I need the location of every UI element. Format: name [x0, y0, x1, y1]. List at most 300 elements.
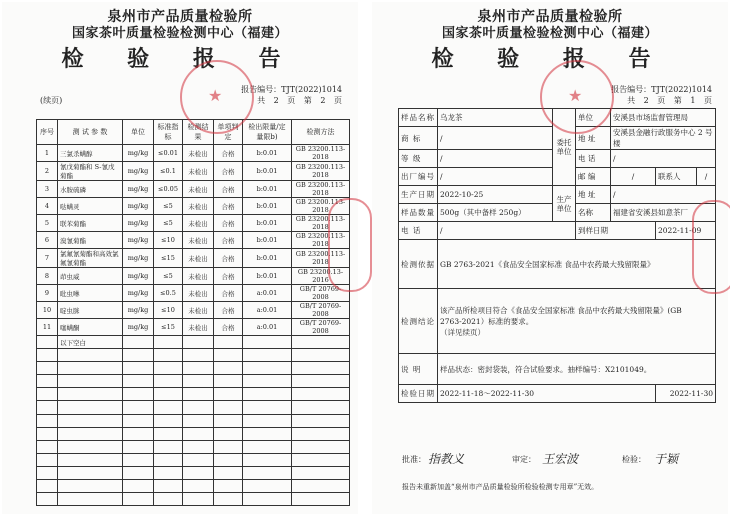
label-brand: 商 标 [399, 127, 438, 150]
table-cell [183, 440, 214, 453]
table-cell: mg/kg [123, 249, 154, 268]
table-cell: GB 23200.113-2018 [292, 232, 350, 249]
col-header: 检测方法 [292, 120, 350, 145]
label-grade: 等 级 [399, 150, 438, 168]
table-cell [292, 466, 350, 479]
table-cell [183, 349, 214, 362]
table-cell: 溴氰菊酯 [58, 232, 123, 249]
value-sample-name: 乌龙茶 [438, 109, 553, 127]
table-cell [292, 493, 350, 506]
table-cell: 氰戊菊酯和 S-氰戊菊酯 [58, 162, 123, 181]
table-cell [154, 401, 183, 414]
label-test-date: 检验日期 [399, 385, 438, 403]
table-cell: 未检出 [183, 249, 214, 268]
table-cell [58, 414, 123, 427]
label-postcode: 邮 编 [576, 168, 611, 186]
table-cell: a:0.01 [243, 302, 292, 319]
table-cell: 合格 [214, 249, 243, 268]
table-cell [123, 427, 154, 440]
table-cell [37, 388, 58, 401]
table-cell: 未检出 [183, 319, 214, 336]
info-row [399, 240, 716, 289]
review-label: 审定： [512, 455, 536, 464]
perforation-seal [692, 200, 730, 294]
table-cell [123, 453, 154, 466]
org-name-line1: 泉州市产品质量检验所 [107, 9, 253, 25]
continued-label: (续页) [40, 96, 63, 105]
col-header: 标准指标 [154, 120, 183, 145]
table-cell: mg/kg [123, 232, 154, 249]
value-conclusion [438, 289, 716, 354]
test-signature: 于颖 [654, 452, 679, 466]
label-producer-phone: 电 话 [399, 222, 438, 240]
table-cell [58, 493, 123, 506]
value-remarks: 样品状态：密封袋装，符合试验要求。抽样编号：X2101049。 [438, 354, 716, 385]
table-cell: ≤5 [154, 268, 183, 285]
table-cell [183, 375, 214, 388]
label-unit: 单位 [576, 109, 611, 127]
table-row [37, 493, 350, 506]
label-phone: 电 话 [576, 150, 611, 168]
label-lot-no: 出厂编号 [399, 168, 438, 186]
table-cell: a:0.01 [243, 285, 292, 302]
table-cell: 9 [37, 285, 58, 302]
table-cell [37, 375, 58, 388]
label-remarks: 说 明 [399, 354, 438, 385]
table-cell [183, 480, 214, 493]
table-cell [58, 466, 123, 479]
table-row [37, 362, 350, 375]
table-cell: a:0.01 [243, 319, 292, 336]
value-test-date: 2022-11-18～2022-11-30 [438, 385, 656, 403]
seal-star-icon: ★ [208, 86, 223, 105]
table-cell [214, 493, 243, 506]
table-cell [154, 480, 183, 493]
table-cell: ≤15 [154, 249, 183, 268]
table-cell: mg/kg [123, 198, 154, 215]
value-postcode: / [611, 168, 656, 186]
table-cell [154, 349, 183, 362]
table-cell: GB/T 20769-2008 [292, 285, 350, 302]
table-cell [243, 362, 292, 375]
table-row [37, 349, 350, 362]
table-cell: mg/kg [123, 145, 154, 162]
table-cell [243, 480, 292, 493]
table-cell: mg/kg [123, 162, 154, 181]
table-cell [292, 336, 350, 349]
value-phone: / [611, 150, 716, 168]
table-cell: 未检出 [183, 198, 214, 215]
seal-star-icon: ★ [568, 86, 583, 105]
table-cell [243, 414, 292, 427]
table-cell [214, 375, 243, 388]
table-cell: mg/kg [123, 302, 154, 319]
table-cell [292, 453, 350, 466]
table-cell: 7 [37, 249, 58, 268]
table-cell [123, 401, 154, 414]
table-cell [123, 440, 154, 453]
table-row [37, 336, 350, 349]
table-cell: 合格 [214, 319, 243, 336]
table-cell [183, 414, 214, 427]
info-row [399, 186, 716, 204]
value-prod-date: 2022-10-25 [438, 186, 553, 204]
table-cell [214, 349, 243, 362]
table-cell [243, 453, 292, 466]
table-cell [214, 388, 243, 401]
table-cell: 合格 [214, 162, 243, 181]
table-row [37, 401, 350, 414]
table-cell: ≤0.1 [154, 162, 183, 181]
table-cell [154, 375, 183, 388]
table-row [37, 249, 350, 268]
table-row [37, 453, 350, 466]
table-row [37, 375, 350, 388]
table-row [37, 232, 350, 249]
table-cell: 联苯菊酯 [58, 215, 123, 232]
table-row [37, 480, 350, 493]
table-cell [214, 480, 243, 493]
col-header: 单项判定 [214, 120, 243, 145]
value-address: 安溪县金融行政服务中心 2 号楼 [611, 127, 716, 150]
table-row [37, 215, 350, 232]
value-brand: / [438, 127, 553, 150]
table-cell: b:0.01 [243, 181, 292, 198]
table-cell: 以下空白 [58, 336, 123, 349]
table-cell [214, 362, 243, 375]
label-address: 地 址 [576, 127, 611, 150]
table-cell: b:0.01 [243, 162, 292, 181]
table-cell: 未检出 [183, 215, 214, 232]
value-client: 安溪县市场监督管理局 [611, 109, 716, 127]
label-producer-address: 地 址 [576, 186, 611, 204]
table-cell [123, 349, 154, 362]
table-cell [292, 427, 350, 440]
table-cell: 噻螨酮 [58, 319, 123, 336]
table-cell: 哒螨灵 [58, 198, 123, 215]
table-cell [243, 401, 292, 414]
table-cell: 合格 [214, 232, 243, 249]
table-cell [154, 493, 183, 506]
table-cell: 合格 [214, 145, 243, 162]
table-cell: 2 [37, 162, 58, 181]
table-cell: 4 [37, 198, 58, 215]
table-cell [154, 453, 183, 466]
table-cell [183, 466, 214, 479]
table-cell [154, 362, 183, 375]
table-cell [214, 336, 243, 349]
table-cell [58, 388, 123, 401]
col-header: 检测结果 [183, 120, 214, 145]
label-client: 委托单位 [553, 109, 576, 186]
table-row [37, 302, 350, 319]
table-cell: GB 23200.113-2018 [292, 145, 350, 162]
table-row [37, 145, 350, 162]
table-cell [243, 388, 292, 401]
table-cell: GB/T 20769-2008 [292, 319, 350, 336]
table-cell: 未检出 [183, 232, 214, 249]
table-cell: b:0.01 [243, 268, 292, 285]
table-row [37, 285, 350, 302]
table-cell [214, 414, 243, 427]
table-cell [183, 493, 214, 506]
table-cell [37, 440, 58, 453]
table-cell [183, 427, 214, 440]
value-sample-qty: 500g（其中备样 250g） [438, 204, 553, 222]
table-cell [123, 414, 154, 427]
official-seal [180, 60, 254, 134]
table-cell [37, 336, 58, 349]
table-cell: 未检出 [183, 285, 214, 302]
table-cell: ≤0.01 [154, 145, 183, 162]
table-cell: 合格 [214, 285, 243, 302]
sample-info-table [398, 108, 716, 403]
table-cell: 合格 [214, 181, 243, 198]
table-row [37, 268, 350, 285]
org-name-line2: 国家茶叶质量检验检测中心（福建） [71, 26, 288, 41]
table-cell: GB 23200.113-2018 [292, 198, 350, 215]
label-name: 名称 [576, 204, 611, 222]
table-row [37, 466, 350, 479]
table-cell [183, 388, 214, 401]
table-cell [154, 440, 183, 453]
label-producer: 生产单位 [553, 186, 576, 222]
value-lot-no: / [438, 168, 553, 186]
table-cell: 3 [37, 181, 58, 198]
table-cell: 未检出 [183, 181, 214, 198]
table-cell: mg/kg [123, 285, 154, 302]
table-cell: 合格 [214, 215, 243, 232]
table-cell: GB 23200.113-2018 [292, 162, 350, 181]
table-cell [58, 349, 123, 362]
table-cell [58, 427, 123, 440]
table-cell [37, 480, 58, 493]
table-cell [37, 466, 58, 479]
table-cell [123, 362, 154, 375]
table-row [37, 319, 350, 336]
table-cell [214, 440, 243, 453]
table-cell: mg/kg [123, 319, 154, 336]
table-cell: 未检出 [183, 162, 214, 181]
table-cell [292, 375, 350, 388]
table-cell: ≤0.5 [154, 285, 183, 302]
table-cell [58, 440, 123, 453]
table-cell [123, 375, 154, 388]
org-name-line2: 国家茶叶质量检验检测中心（福建） [441, 26, 658, 41]
table-cell: 11 [37, 319, 58, 336]
approve-signature: 指教义 [428, 452, 465, 466]
conclusion-line: 该产品所检项目符合《食品安全国家标准 食品中农药最大残留限量》(GB [440, 305, 682, 315]
report-page-1 [372, 2, 728, 514]
table-cell: ≤0.05 [154, 181, 183, 198]
table-row [37, 414, 350, 427]
document-title: 检 验 报 告 [61, 46, 299, 72]
table-cell: ≤10 [154, 232, 183, 249]
table-cell [123, 480, 154, 493]
label-test-basis: 检测依据 [399, 240, 438, 289]
table-cell: ≤10 [154, 302, 183, 319]
table-cell [123, 388, 154, 401]
table-cell: 水胺硫磷 [58, 181, 123, 198]
table-row [37, 427, 350, 440]
table-cell [123, 466, 154, 479]
label-sample-name: 样品名称 [399, 109, 438, 127]
table-cell [37, 414, 58, 427]
table-cell [58, 375, 123, 388]
report-number: 报告编号：TJT(2022)1014 [611, 85, 712, 94]
table-row [37, 162, 350, 181]
table-cell: ≤5 [154, 215, 183, 232]
review-signature: 王宏波 [542, 452, 579, 466]
table-cell: ≤15 [154, 319, 183, 336]
table-cell: b:0.01 [243, 232, 292, 249]
table-cell: mg/kg [123, 268, 154, 285]
value-grade: / [438, 150, 553, 168]
table-cell [37, 427, 58, 440]
value-test-basis: GB 2763-2021《食品安全国家标准 食品中农药最大残留限量》 [438, 240, 716, 289]
official-seal [540, 60, 614, 134]
page-number: 共 2 页 第 1 页 [627, 96, 712, 105]
table-cell [37, 349, 58, 362]
col-header: 序号 [37, 120, 58, 145]
table-cell [37, 401, 58, 414]
table-cell: 5 [37, 215, 58, 232]
table-cell: 合格 [214, 302, 243, 319]
label-prod-date: 生产日期 [399, 186, 438, 204]
table-cell: 吡虫啉 [58, 285, 123, 302]
table-cell: 啶虫脒 [58, 302, 123, 319]
label-contact: 联系人 [656, 168, 697, 186]
table-cell [37, 362, 58, 375]
table-row [37, 440, 350, 453]
report-number: 报告编号：TJT(2022)1014 [241, 85, 342, 94]
table-cell [123, 493, 154, 506]
value-producer-name: 福建省安溪县如意茶厂 [611, 204, 716, 222]
label-sample-qty: 样品数量 [399, 204, 438, 222]
table-row [37, 198, 350, 215]
table-cell: 未检出 [183, 302, 214, 319]
table-cell [154, 414, 183, 427]
table-cell [292, 362, 350, 375]
table-cell [154, 388, 183, 401]
table-cell [243, 427, 292, 440]
table-cell [292, 480, 350, 493]
table-cell [292, 401, 350, 414]
table-cell: 8 [37, 268, 58, 285]
table-cell: 合格 [214, 268, 243, 285]
table-cell: b:0.01 [243, 215, 292, 232]
table-cell [183, 362, 214, 375]
table-cell [183, 453, 214, 466]
label-arrival: 到样日期 [576, 222, 656, 240]
table-cell [154, 336, 183, 349]
table-cell: GB 23200.13-2016 [292, 268, 350, 285]
table-cell [58, 453, 123, 466]
table-row [37, 388, 350, 401]
table-cell: 未检出 [183, 145, 214, 162]
table-cell: GB 23200.113-2018 [292, 215, 350, 232]
value-contact: / [697, 168, 716, 186]
table-cell [243, 349, 292, 362]
table-cell [214, 453, 243, 466]
table-cell: 6 [37, 232, 58, 249]
table-cell: mg/kg [123, 181, 154, 198]
table-cell [183, 336, 214, 349]
table-cell [292, 414, 350, 427]
table-cell: 10 [37, 302, 58, 319]
table-cell [214, 466, 243, 479]
table-cell [214, 401, 243, 414]
perforation-seal [328, 198, 372, 292]
label-conclusion: 检测结论 [399, 289, 438, 354]
value-producer-phone: / [438, 222, 576, 240]
table-cell [37, 493, 58, 506]
approve-label: 批准： [402, 455, 426, 464]
table-cell [292, 388, 350, 401]
table-cell [243, 466, 292, 479]
table-row [37, 181, 350, 198]
table-cell: 未检出 [183, 268, 214, 285]
table-cell [292, 349, 350, 362]
table-cell [154, 466, 183, 479]
table-cell: 三氯杀螨醇 [58, 145, 123, 162]
document-title: 检 验 报 告 [431, 46, 669, 72]
table-cell [123, 336, 154, 349]
table-cell [58, 480, 123, 493]
table-cell: ≤5 [154, 198, 183, 215]
table-cell: b:0.01 [243, 198, 292, 215]
table-cell [243, 493, 292, 506]
info-row [399, 222, 716, 240]
info-row [399, 289, 716, 354]
table-cell [58, 401, 123, 414]
conclusion-line: 2763-2021）标准的要求。 [440, 316, 534, 326]
table-cell: GB 23200.113-2018 [292, 249, 350, 268]
table-cell: 茚虫威 [58, 268, 123, 285]
table-cell: b:0.01 [243, 249, 292, 268]
org-name-line1: 泉州市产品质量检验所 [477, 9, 623, 25]
value-producer-address: / [611, 186, 716, 204]
table-cell: 氯氟氰菊酯和高效氯氟氰菊酯 [58, 249, 123, 268]
table-cell: mg/kg [123, 215, 154, 232]
validity-note: 报告未重新加盖“泉州市产品质量检验所检验检测专用章”无效。 [402, 483, 599, 491]
col-header: 测 试 参 数 [58, 120, 123, 145]
table-cell [37, 453, 58, 466]
conclusion-line: （详见续页） [440, 327, 485, 337]
col-header: 检出限量/定量限b) [243, 120, 292, 145]
table-cell: GB 23200.113-2018 [292, 181, 350, 198]
col-header: 单位 [123, 120, 154, 145]
table-cell [243, 440, 292, 453]
table-cell: 1 [37, 145, 58, 162]
table-cell [243, 336, 292, 349]
table-cell [58, 362, 123, 375]
table-cell: 合格 [214, 198, 243, 215]
table-cell [154, 427, 183, 440]
page-number: 共 2 页 第 2 页 [257, 96, 342, 105]
test-label: 检验： [622, 455, 646, 464]
table-cell: GB/T 20769-2008 [292, 302, 350, 319]
table-cell: b:0.01 [243, 145, 292, 162]
table-cell [243, 375, 292, 388]
value-arrival: 2022-11-09 [656, 222, 716, 240]
info-row [399, 354, 716, 385]
table-cell [183, 401, 214, 414]
table-cell [292, 440, 350, 453]
value-issue-date: 2022-11-30 [656, 385, 716, 403]
table-cell [214, 427, 243, 440]
info-row [399, 385, 716, 403]
